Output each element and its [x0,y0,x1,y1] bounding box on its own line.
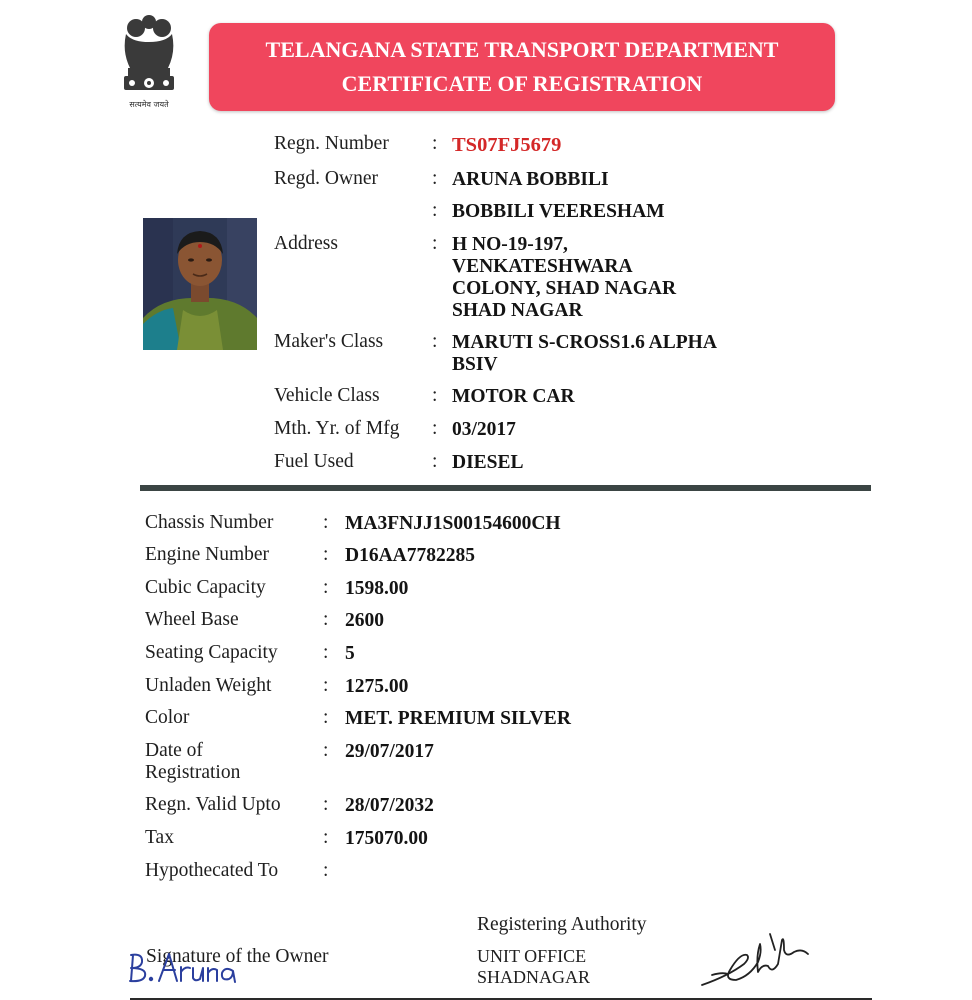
owner-signature [125,945,255,985]
hypothecated-label: Hypothecated To [145,860,279,881]
colon: : [323,609,329,630]
regn-number-label: Regn. Number [274,133,389,154]
colon: : [323,707,329,728]
colon: : [432,168,438,189]
maker-class-value [452,332,717,376]
maker-line: BSIV [452,354,498,375]
department-title: TELANGANA STATE TRANSPORT DEPARTMENT [265,37,779,62]
maker-class-label: Maker's Class [274,331,384,352]
wheel-base-value: 2600 [345,610,384,631]
office-line: SHADNAGAR [477,967,591,987]
cubic-capacity-value: 1598.00 [345,578,409,599]
mfg-value: 03/2017 [452,419,516,440]
section-divider [140,485,871,491]
fuel-value: DIESEL [452,452,524,473]
valid-upto-value: 28/07/2032 [345,795,434,816]
office-line: UNIT OFFICE [477,946,587,966]
cubic-capacity-label: Cubic Capacity [145,577,266,598]
owner-label: Regd. Owner [274,168,378,189]
unladen-weight-value: 1275.00 [345,676,409,697]
colon: : [323,675,329,696]
address-label: Address [274,233,338,254]
colon: : [323,740,329,761]
fuel-label: Fuel Used [274,451,354,472]
owner-photo [143,218,257,350]
state-emblem-icon [116,12,182,110]
owner-name-value: ARUNA BOBBILI [452,169,609,190]
colon: : [432,331,438,352]
label-line: Date of [145,740,203,761]
label-line: Registration [145,762,241,783]
colon: : [323,577,329,598]
colon: : [323,512,329,533]
registering-authority-title: Registering Authority [477,914,647,935]
registration-date-label [145,740,240,784]
engine-number-label: Engine Number [145,544,270,565]
seating-capacity-value: 5 [345,643,355,664]
colon: : [323,860,329,881]
valid-upto-label: Regn. Valid Upto [145,794,281,815]
address-value [452,234,676,322]
emblem-motto: सत्यमेव जयते [129,100,169,109]
colon: : [323,794,329,815]
seating-capacity-label: Seating Capacity [145,642,278,663]
wheel-base-label: Wheel Base [145,609,239,630]
certificate-title: CERTIFICATE OF REGISTRATION [341,71,703,96]
address-line: H NO-19-197, [452,234,568,255]
colon: : [432,385,438,406]
chassis-number-value: MA3FNJJ1S00154600CH [345,513,561,534]
address-line: SHAD NAGAR [452,300,583,321]
colon: : [432,133,438,154]
color-label: Color [145,707,190,728]
regn-number-value: TS07FJ5679 [452,134,562,156]
colon: : [432,200,438,221]
colon: : [432,233,438,254]
relation-name-value: BOBBILI VEERESHAM [452,201,665,222]
registration-date-value: 29/07/2017 [345,741,434,762]
engine-number-value: D16AA7782285 [345,545,475,566]
address-line: VENKATESHWARA [452,256,633,277]
maker-line: MARUTI S-CROSS1.6 ALPHA [452,332,717,353]
color-value: MET. PREMIUM SILVER [345,708,571,729]
vehicle-class-value: MOTOR CAR [452,386,575,407]
authority-signature [698,928,813,990]
colon: : [432,451,438,472]
owner-signature-label: Signature of the Owner [146,946,329,967]
unladen-weight-label: Unladen Weight [145,675,272,696]
tax-value: 175070.00 [345,828,428,849]
header-banner [209,23,835,111]
tax-label: Tax [145,827,174,848]
colon: : [323,642,329,663]
colon: : [432,418,438,439]
mfg-label: Mth. Yr. of Mfg [274,418,400,439]
vehicle-class-label: Vehicle Class [274,385,380,406]
chassis-number-label: Chassis Number [145,512,274,533]
colon: : [323,544,329,565]
address-line: COLONY, SHAD NAGAR [452,278,677,299]
colon: : [323,827,329,848]
